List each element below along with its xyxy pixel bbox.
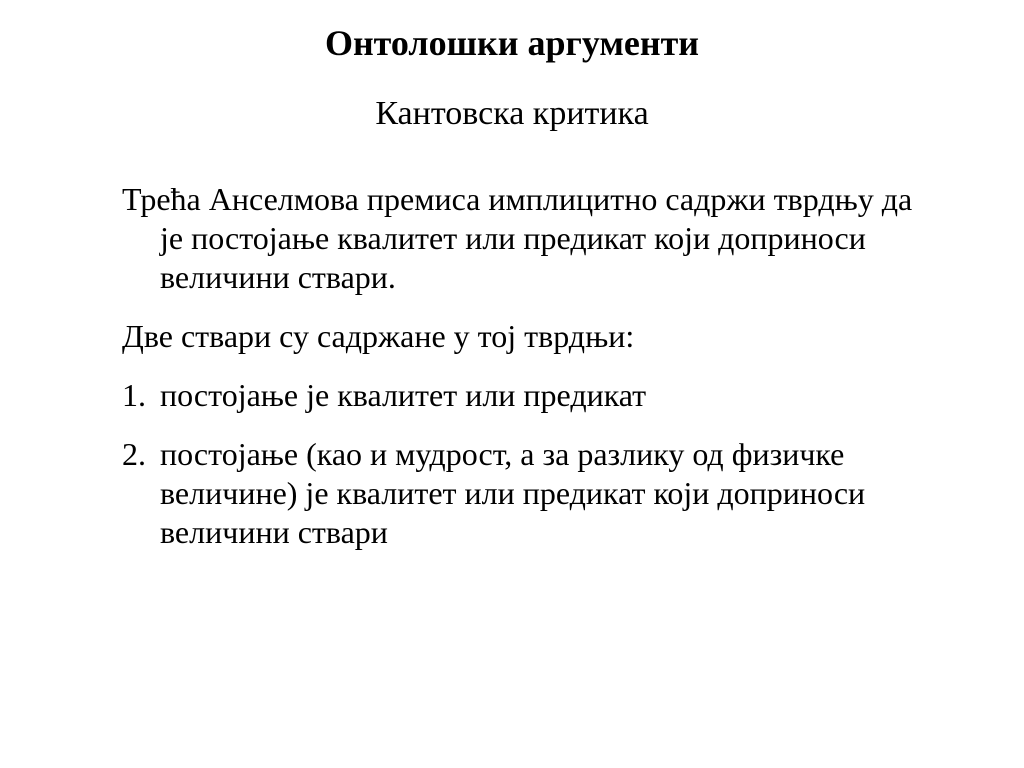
claims-intro-paragraph: Две ствари су садржане у тој тврдњи: [122,318,635,354]
slide-subtitle: Кантовска критика [375,95,649,132]
list-item-number: 1. [122,377,146,413]
list-item [122,376,922,415]
list-item-text: постојање је квалитет или предикат [160,377,647,413]
slide-body [122,180,922,572]
list-item-number: 2. [122,436,146,472]
slide-title: Онтолошки аргументи [324,23,700,63]
list-item-text: постојање (као и мудрост, а за разлику од физичке величине) је квалитет или предикат који доприноси величини ствари [160,436,866,550]
premise-paragraph: Трећа Анселмова премиса имплицитно садржи тврдњу да је постојање квалитет или предикат који доприноси величини ствари. [122,181,913,295]
list-item [122,435,922,552]
